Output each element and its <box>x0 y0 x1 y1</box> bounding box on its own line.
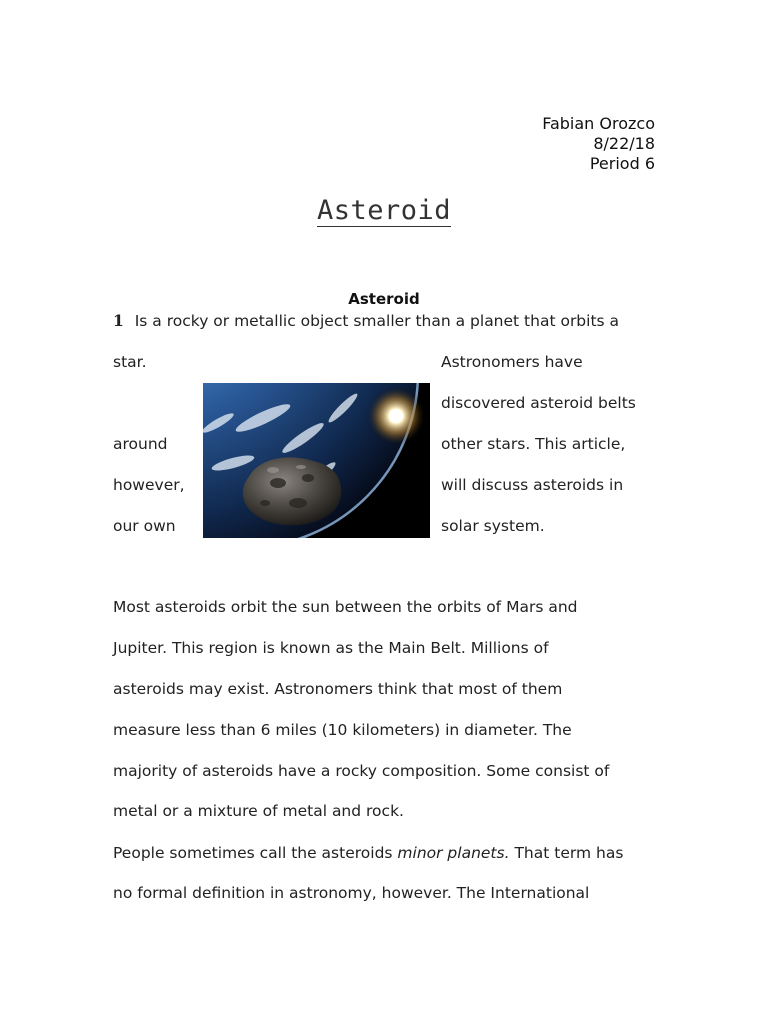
left-column-line: around <box>113 435 168 453</box>
left-column-line: our own <box>113 517 176 535</box>
paragraph-line: Jupiter. This region is known as the Main Belt. Millions of <box>113 639 549 657</box>
section-heading: Asteroid <box>348 290 420 308</box>
paragraph-line: Most asteroids orbit the sun between the orbits of Mars and <box>113 598 578 616</box>
intro-line <box>113 311 619 331</box>
text-run: That term has <box>509 844 624 862</box>
paragraph-line <box>113 843 623 863</box>
paragraph-number: 1 <box>113 311 124 330</box>
intro-text: Is a rocky or metallic object smaller than a planet that orbits a <box>134 312 620 330</box>
emphasized-term: minor planets. <box>397 844 510 862</box>
document-title <box>0 194 768 228</box>
class-period: Period 6 <box>589 154 655 173</box>
paragraph-line: no formal definition in astronomy, however. The International <box>113 884 590 902</box>
asteroid-earth-photo <box>203 383 430 538</box>
right-column-line: solar system. <box>441 517 545 535</box>
author-header <box>542 114 655 174</box>
text-run: People sometimes call the asteroids <box>113 844 398 862</box>
paragraph-line: majority of asteroids have a rocky composition. Some consist of <box>113 762 610 780</box>
right-column-line: will discuss asteroids in <box>441 476 624 494</box>
paragraph-line: measure less than 6 miles (10 kilometers) in diameter. The <box>113 721 572 739</box>
left-column-line: however, <box>113 476 185 494</box>
left-column-line: star. <box>113 353 147 371</box>
author-name: Fabian Orozco <box>542 114 655 133</box>
paragraph-line: asteroids may exist. Astronomers think that most of them <box>113 680 563 698</box>
right-column-line: other stars. This article, <box>441 435 626 453</box>
paragraph-line: metal or a mixture of metal and rock. <box>113 802 404 820</box>
right-column-line: Astronomers have <box>441 353 583 371</box>
date: 8/22/18 <box>593 134 655 153</box>
right-column-line: discovered asteroid belts <box>441 394 636 412</box>
document-title-text: Asteroid <box>316 195 452 226</box>
